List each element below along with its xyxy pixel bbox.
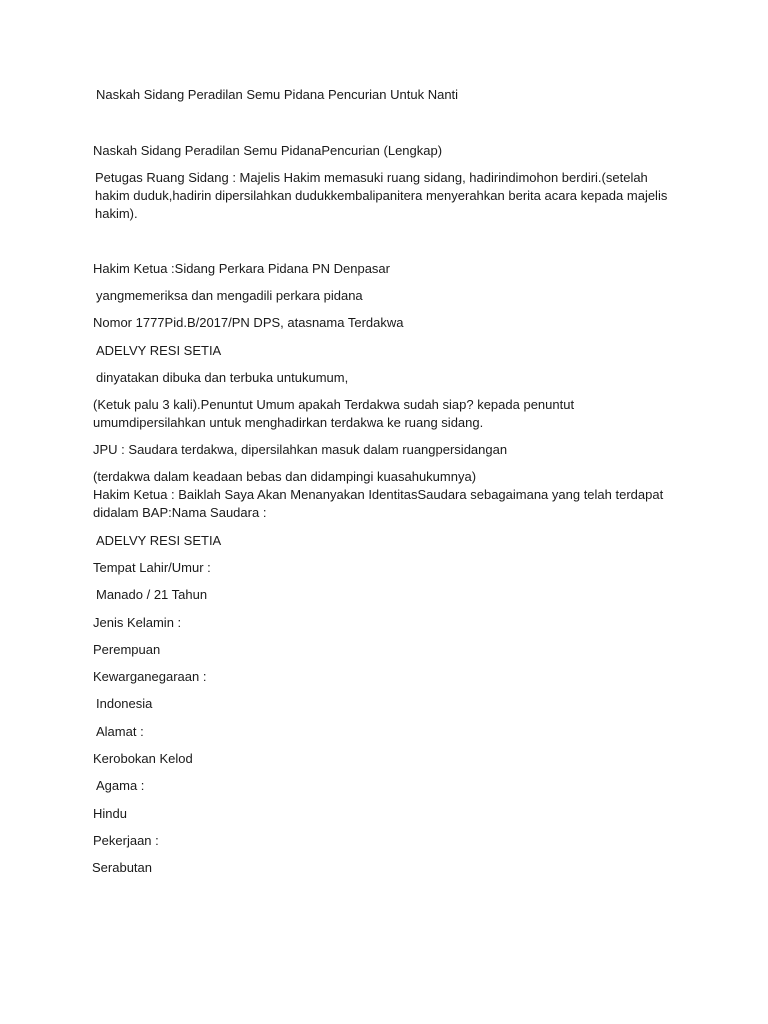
paragraph-terdakwa-name: ADELVY RESI SETIA: [96, 343, 222, 358]
identity-name-value: ADELVY RESI SETIA: [96, 533, 222, 548]
identity-gender-value: Perempuan: [93, 642, 161, 657]
identity-religion-label: Agama :: [96, 778, 145, 793]
identity-nationality-value: Indonesia: [96, 696, 153, 711]
paragraph-jpu: JPU : Saudara terdakwa, dipersilahkan masuk dalam ruangpersidangan: [93, 442, 508, 457]
paragraph-nomor-perkara: Nomor 1777Pid.B/2017/PN DPS, atasnama Terdakwa: [93, 315, 404, 330]
paragraph-identitas: Hakim Ketua : Baiklah Saya Akan Menanyakan IdentitasSaudara sebagaimana yang telah terdapat didalam BAP:Nama Saudara :: [93, 487, 664, 520]
paragraph-dibuka: dinyatakan dibuka dan terbuka untukumum,: [96, 370, 349, 385]
identity-address-value: Kerobokan Kelod: [93, 751, 193, 766]
identity-nationality-label: Kewarganegaraan :: [93, 669, 207, 684]
paragraph-memeriksa: yangmemeriksa dan mengadili perkara pidana: [96, 288, 363, 303]
document-heading: Naskah Sidang Peradilan Semu PidanaPencurian (Lengkap): [93, 143, 443, 158]
identity-occupation-value: Serabutan: [92, 860, 152, 875]
paragraph-terdakwa-bebas: (terdakwa dalam keadaan bebas dan didampingi kuasahukumnya): [93, 469, 477, 484]
paragraph-hakim-ketua-open: Hakim Ketua :Sidang Perkara Pidana PN Denpasar: [93, 261, 390, 276]
paragraph-petugas: Petugas Ruang Sidang : Majelis Hakim memasuki ruang sidang, hadirindimohon berdiri.(setelah hakim duduk,hadirin dipersilahkan dudukkembalipanitera menyerahkan berita acara kepada majelis hakim).: [95, 170, 668, 221]
identity-birth-label: Tempat Lahir/Umur :: [93, 560, 211, 575]
identity-birth-value: Manado / 21 Tahun: [96, 587, 208, 602]
identity-occupation-label: Pekerjaan :: [93, 833, 159, 848]
paragraph-ketuk-palu: (Ketuk palu 3 kali).Penuntut Umum apakah Terdakwa sudah siap? kepada penuntut umumdipersilahkan untuk menghadirkan terdakwa ke ruang sidang.: [93, 397, 575, 430]
identity-address-label: Alamat :: [96, 724, 144, 739]
identity-gender-label: Jenis Kelamin :: [93, 615, 182, 630]
page-title: Naskah Sidang Peradilan Semu Pidana Pencurian Untuk Nanti: [96, 87, 459, 102]
identity-religion-value: Hindu: [93, 806, 127, 821]
